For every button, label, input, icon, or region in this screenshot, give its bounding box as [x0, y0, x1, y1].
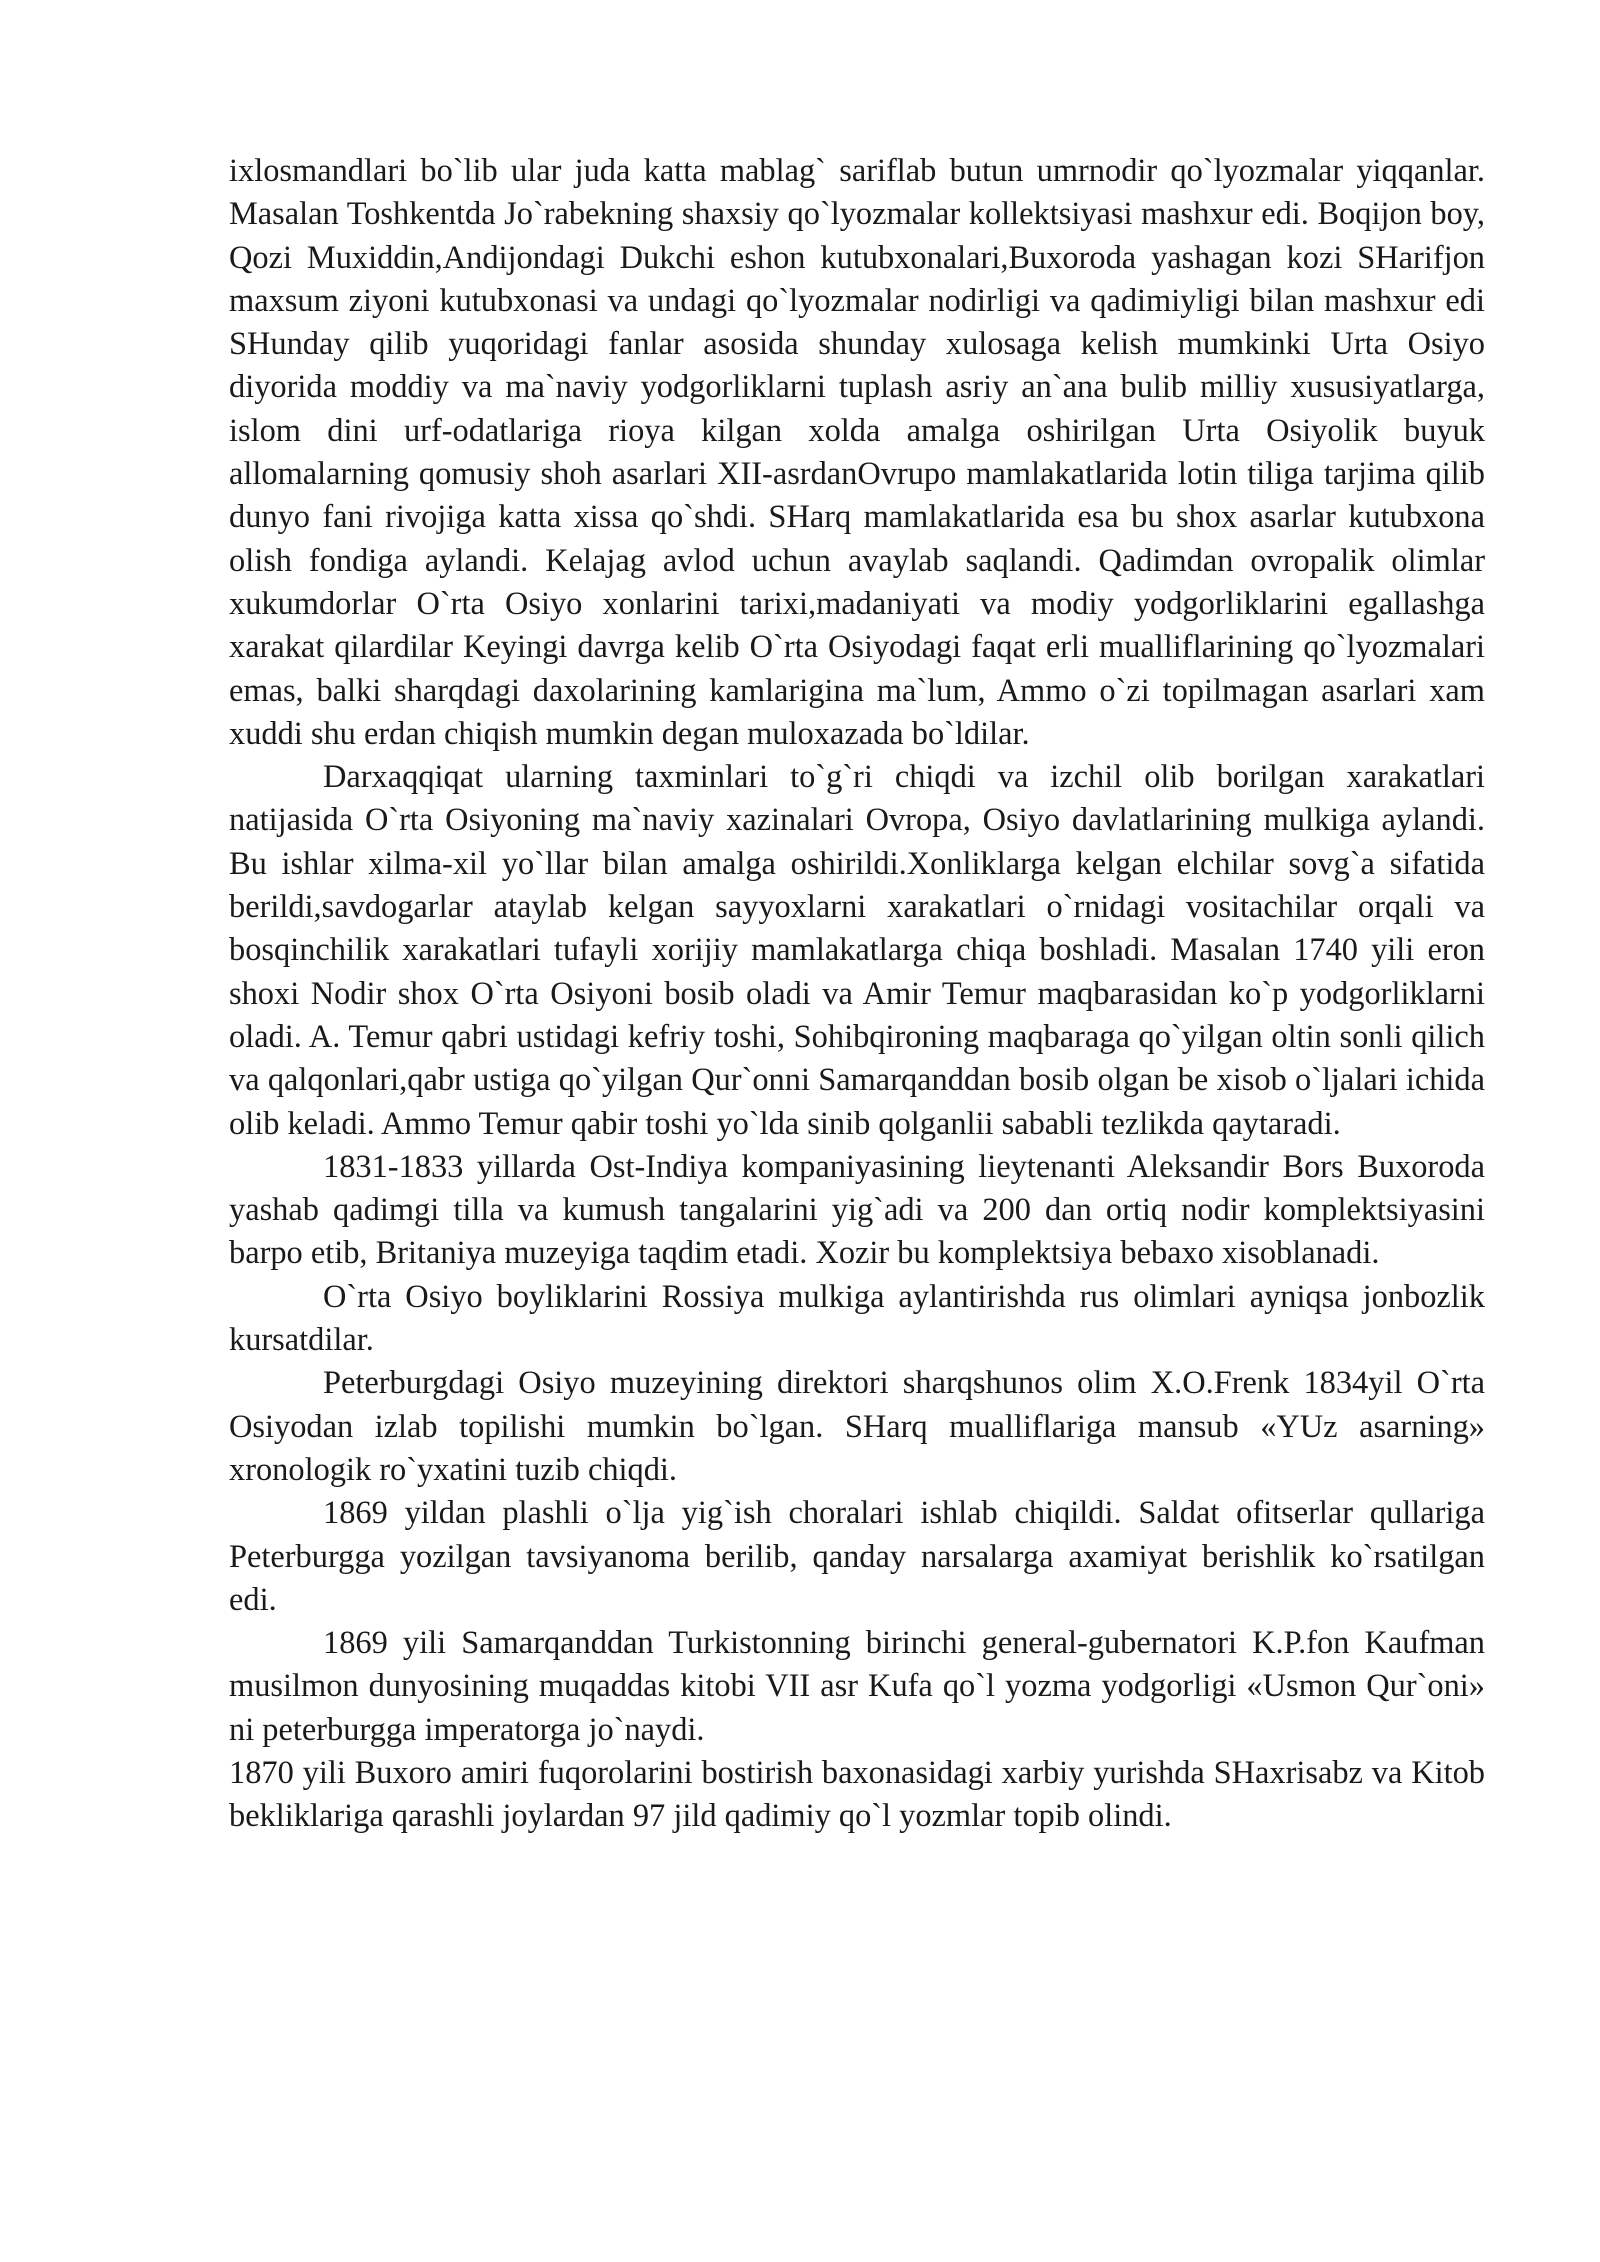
- paragraph-3: 1831-1833 yillarda Ost-Indiya kompaniyasining lieytenanti Aleksandir Bors Buxoroda yashab qadimgi tilla va kumush tangalarini yig`adi va 200 dan ortiq nodir komplektsiyasini barpo etib, Britaniya muzeyiga taqdim etadi. Xozir bu komplektsiya bebaxo xisoblanadi.: [229, 1148, 1485, 1272]
- body-text: [229, 150, 1485, 1839]
- paragraph-4: O`rta Osiyo boyliklarini Rossiya mulkiga aylantirishda rus olimlari ayniqsa jonbozlik kursatdilar.: [229, 1278, 1485, 1359]
- paragraph-7: 1869 yili Samarqanddan Turkistonning birinchi general-gubernatori K.P.fon Kaufman musilmon dunyosining muqaddas kitobi VII asr Kufa qo`l yozma yodgorligi «Usmon Qur`oni» ni peterburgga imperatorga jo`naydi.: [229, 1625, 1485, 1748]
- paragraph-5: Peterburgdagi Osiyo muzeyining direktori sharqshunos olim X.O.Frenk 1834yil O`rta Osiyodan izlab topilishi mumkin bo`lgan. SHarq mualliflariga mansub «YUz asarning» xronologik ro`yxatini tuzib chiqdi.: [229, 1365, 1485, 1488]
- paragraph-8: 1870 yili Buxoro amiri fuqorolarini bostirish baxonasidagi xarbiy yurishda SHaxrisabz va Kitob bekliklariga qarashli joylardan 97 jild qadimiy qo`l yozmlar topib olindi.: [229, 1754, 1485, 1835]
- paragraph-1: ixlosmandlari bo`lib ular juda katta mablag` sariflab butun umrnodir qo`lyozmalar yiqqanlar. Masalan Toshkentda Jo`rabekning shaxsiy qo`lyozmalar kollektsiyasi mashxur edi. Boqijon boy, Qozi Muxiddin,Andijondagi Dukchi eshon kutubxonalari,Buxoroda yashagan kozi SHarifjon maxsum ziyoni kutubxonasi va undagi qo`lyozmalar nodirligi va qadimiyligi bilan mashxur edi SHunday qilib yuqoridagi fanlar asosida shunday xulosaga kelish mumkinki Urta Osiyo diyorida moddiy va ma`naviy yodgorliklarni tuplash asriy an`ana bulib milliy xususiyatlarga, islom dini urf-odatlariga rioya kilgan xolda amalga oshirilgan Urta Osiyolik buyuk allomalarning qomusiy shoh asarlari XII-asrdanOvrupo mamlakatlarida lotin tiliga tarjima qilib dunyo fani rivojiga katta xissa qo`shdi. SHarq mamlakatlarida esa bu shox asarlar kutubxona olish fondiga aylandi. Kelajag avlod uchun avaylab saqlandi. Qadimdan ovropalik olimlar xukumdorlar O`rta Osiyo xonlarini tarixi,madaniyati va modiy yodgorliklarini egallashga xarakat qilardilar Keyingi davrga kelib O`rta Osiyodagi faqat erli mualliflarining qo`lyozmalari emas, balki sharqdagi daxolarining kamlarigina ma`lum, Ammo o`zi topilmagan asarlari xam xuddi shu erdan chiqish mumkin degan muloxazada bo`ldilar.: [229, 153, 1485, 752]
- paragraph-6: 1869 yildan plashli o`lja yig`ish choralari ishlab chiqildi. Saldat ofitserlar qullariga Peterburgga yozilgan tavsiyanoma berilib, qanday narsalarga axamiyat berishlik ko`rsatilgan edi.: [229, 1495, 1485, 1618]
- paragraph-2: Darxaqqiqat ularning taxminlari to`g`ri chiqdi va izchil olib borilgan xarakatlari natijasida O`rta Osiyoning ma`naviy xazinalari Ovropa, Osiyo davlatlarining mulkiga aylandi. Bu ishlar xilma-xil yo`llar bilan amalga oshirildi.Xonliklarga kelgan elchilar sovg`a sifatida berildi,savdogarlar ataylab kelgan sayyoxlarni xarakatlari o`rnidagi vositachilar orqali va bosqinchilik xarakatlari tufayli xorijiy mamlakatlarga chiqa boshladi. Masalan 1740 yili eron shoxi Nodir shox O`rta Osiyoni bosib oladi va Amir Temur maqbarasidan ko`p yodgorliklarni oladi. A. Temur qabri ustidagi kefriy toshi, Sohibqironing maqbaraga qo`yilgan oltin sonli qilich va qalqonlari,qabr ustiga qo`yilgan Qur`onni Samarqanddan bosib olgan be xisob o`ljalari ichida olib keladi. Ammo Temur qabir toshi yo`lda sinib qolganlii sababli tezlikda qaytaradi.: [229, 759, 1485, 1142]
